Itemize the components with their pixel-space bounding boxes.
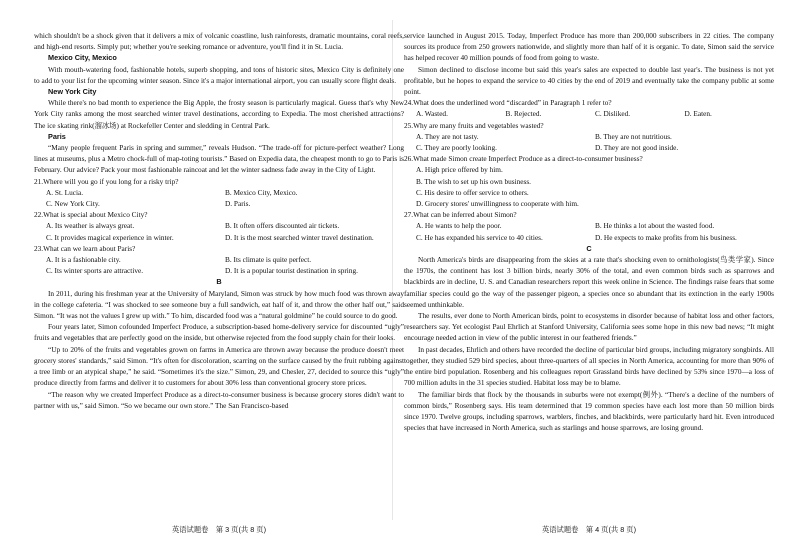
- options-21: [34, 187, 404, 209]
- question-21: 21.Where will you go if you long for a risky trip?: [34, 176, 179, 186]
- page-footer-left: 英语试题卷 第 3 页(共 8 页): [171, 525, 267, 534]
- option: A. St. Lucia.: [46, 187, 84, 197]
- options-22: [34, 220, 404, 242]
- option: D. Paris.: [225, 199, 251, 209]
- options-26: [404, 164, 774, 209]
- option: D. He expects to make profits from his business.: [595, 232, 737, 242]
- question-25: 25.Why are many fruits and vegetables wasted?: [404, 120, 544, 130]
- paragraph: “Many people frequent Paris in spring and summer,” reveals Hudson. “The trade-off for picture-perfect weather? Long lines at museums, plus a Metro chock-full of map-toting tourists.” Based on Expedia data, the cheapest month to go to Paris is February. Our advice? Pack your most fashionable raincoat and let the winter sadness fade away in the City of Light.: [34, 143, 404, 175]
- right-page: [404, 0, 774, 543]
- option: D. They are not good inside.: [595, 143, 679, 153]
- option: C. He has expanded his service to 40 cities.: [416, 232, 543, 242]
- option: C. It provides magical experience in winter.: [46, 232, 174, 242]
- option: B. It often offers discounted air tickets.: [225, 221, 340, 231]
- paragraph: The familiar birds that flock by the thousands in suburbs were not exempt(例外). “There's a decline of the numbers of common birds,” Rosenberg says. His team determined that 19 common species have each lost more than 50 million birds since 1970. Twelve groups, including sparrows, warblers, finches, and blackbirds, were particularly hard hit. Even introduced species that have increased in North America, such as starlings and house sparrows, are losing ground.: [404, 389, 774, 433]
- option: D. It is a popular tourist destination in spring.: [225, 266, 358, 276]
- section-label-b: B: [216, 277, 222, 287]
- option: B. The wish to set up his own business.: [416, 176, 531, 186]
- option: A. They are not tasty.: [416, 131, 479, 141]
- option: A. Its weather is always great.: [46, 221, 135, 231]
- paragraph: “The reason why we created Imperfect Produce as a direct-to-consumer business is because grocery stores didn't want to partner with us,” said Simon. “So we became our own store.” The San Francisco-based: [34, 389, 404, 410]
- paragraph: While there's no bad month to experience the Big Apple, the frosty season is particularly magical. Guess that's why New York City ranks among the most searched winter travel destinations, according to Expedia. The most cherished attractions? The ice skating rink(溜冰场) at Rockefeller Center and sledding in Central Park.: [34, 98, 404, 130]
- question-27: 27.What can be inferred about Simon?: [404, 210, 517, 220]
- option: C. Disliked.: [595, 109, 631, 119]
- question-26: 26.What made Simon create Imperfect Produce as a direct-to-consumer business?: [404, 154, 643, 164]
- option: D. Grocery stores' unwillingness to cooperate with him.: [416, 199, 579, 209]
- options-25: [404, 131, 774, 153]
- section-heading-ny: New York City: [48, 87, 97, 97]
- question-23: 23.What can we learn about Paris?: [34, 243, 136, 253]
- option: D. Eaten.: [684, 109, 712, 119]
- option: B. Mexico City, Mexico.: [225, 187, 298, 197]
- section-heading-paris: Paris: [48, 131, 66, 141]
- option: B. He thinks a lot about the wasted food.: [595, 221, 715, 231]
- options-23: [34, 254, 404, 276]
- question-22: 22.What is special about Mexico City?: [34, 210, 148, 220]
- option: A. High price offered by him.: [416, 165, 503, 175]
- option: B. Its climate is quite perfect.: [225, 255, 312, 265]
- options-24: [404, 108, 774, 119]
- paragraph: With mouth-watering food, fashionable hotels, superb shopping, and tons of historic sites, Mexico City is definitely one to add to your list for the upcoming winter season. Since it's a major international airport, you can usually score flight deals.: [34, 64, 404, 85]
- paragraph: In 2011, during his freshman year at the University of Maryland, Simon was struck by how much food was thrown away in the college cafeteria. “I was shocked to see someone buy a full sandwich, eat half of it, and throw the other half out,” said Simon. “It was not the values I grew up with.” To him, discarded food was a “natural goldmine” he could source to do good.: [34, 288, 404, 321]
- option: B. They are not nutritious.: [595, 131, 672, 141]
- paragraph: North America's birds are disappearing from the skies at a rate that's shocking even to ornithologists(鸟类学家). Since the 1970s, the continent has lost 3 billion birds, nearly 30% of the total, and even common birds such as sparrows and blackbirds are in decline, U. S. and Canadian researchers report this week online in Science. The findings raise fears that some familiar species could go the way of the passenger pigeon, a species once so abundant that its extinction in the early 1900s seemed unthinkable.: [404, 255, 774, 309]
- option: B. Rejected.: [505, 109, 542, 119]
- section-label-c: C: [586, 243, 592, 253]
- section-heading-mexico: Mexico City, Mexico: [48, 53, 117, 63]
- paragraph: Simon declined to disclose income but said this year's sales are expected to double last year's. The business is not yet profitable, but he hopes to expand the service to 40 cities by the end of 2019 and eventually take the company public at some point.: [404, 64, 774, 97]
- option: C. His desire to offer service to others.: [416, 187, 529, 197]
- option: A. He wants to help the poor.: [416, 221, 502, 231]
- option: C. Its winter sports are attractive.: [46, 266, 144, 276]
- paragraph: “Up to 20% of the fruits and vegetables grown on farms in America are thrown away because the produce doesn't meet grocery stores' standards,” said Simon. “It's often for discoloration, scarring on the surface caused by the fruit rubbing against a tree limb or an atypical shape,” he said. “Sometimes it's the size.” Simon, 29, and Chesler, 27, decided to source this “ugly” produce directly from farms and deliver it to customers for about 30% less than conventional grocery store prices.: [34, 344, 404, 388]
- option: C. They are poorly looking.: [416, 143, 497, 153]
- option: A. Wasted.: [416, 109, 448, 119]
- left-page: [34, 0, 404, 543]
- paragraph: The results, ever done to North American birds, point to ecosystems in disorder because of habitat loss and other factors, researchers say. Yet ecologist Paul Ehrlich at Stanford University, California sees some hope in this new bad news; “It might encourage needed action in view of the public interest in our feathered friends.”: [404, 311, 774, 343]
- option: C. New York City.: [46, 199, 100, 209]
- page-footer-right: 英语试题卷 第 4 页(共 8 页): [541, 525, 637, 534]
- question-24: 24.What does the underlined word “discarded” in Paragraph 1 refer to?: [404, 98, 612, 108]
- paragraph: In past decades, Ehrlich and others have recorded the decline of particular bird groups, including migratory songbirds. All together, they studied 529 bird species, about three-quarters of all species in North America, accounting for more than 90% of the entire bird population. Rosenberg and his colleagues report Grassland birds have declined by 53% since 1970—a loss of 700 million adults in the 31 species studied. Habitat loss may be to blame.: [404, 344, 774, 388]
- option: A. It is a fashionable city.: [46, 255, 121, 265]
- paragraph: Four years later, Simon cofounded Imperfect Produce, a subscription-based home-delivery service for discounted “ugly” fruits and vegetables that are perfectly good on the inside, but otherwise rejected from the food supply chain for their looks.: [34, 322, 404, 343]
- paragraph: which shouldn't be a shock given that it delivers a mix of volcanic coastline, lush rainforests, dramatic mountains, coral reefs, and high-end resorts. Simply put; whether you're seeking romance or adventure, you'll find it in St. Lucia.: [34, 31, 404, 52]
- options-27: [404, 220, 774, 242]
- option: D. It is the most searched winter travel destination.: [225, 232, 374, 242]
- paragraph: service launched in August 2015. Today, Imperfect Produce has more than 200,000 subscribers in 22 cities. The company sources its produce from 250 growers nationwide, and slightly more than half of it is organic. To date, Simon said the service has helped recover 40 million pounds of food from going to waste.: [404, 31, 774, 63]
